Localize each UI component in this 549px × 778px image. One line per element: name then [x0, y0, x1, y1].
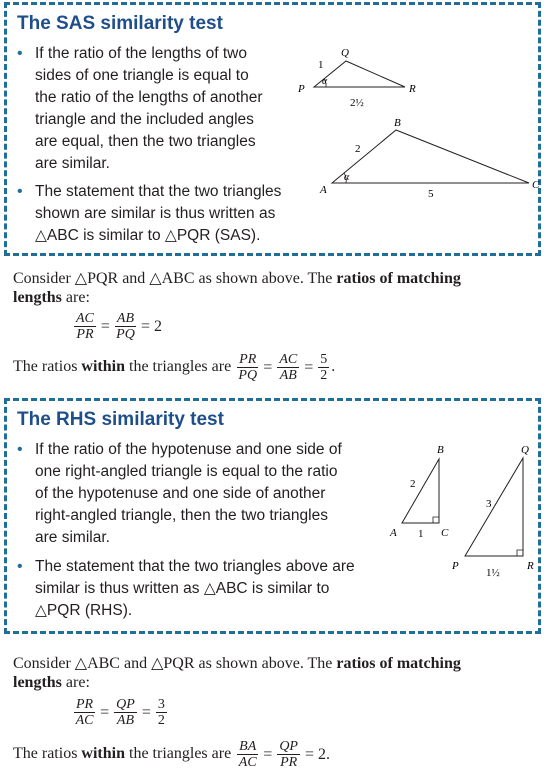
bullet-dot-icon: •: [17, 441, 23, 458]
fraction-numerator: PR: [239, 352, 257, 367]
fraction: [318, 352, 329, 383]
fraction-denominator: PQ: [238, 368, 258, 383]
bullet-dot-icon: •: [17, 183, 23, 200]
fraction: [74, 311, 96, 342]
vertex-a-label: A: [390, 527, 397, 539]
fraction-numerator: QP: [279, 739, 298, 754]
rhs-bullet-1-line: one right-angled triangle is equal to the ratio: [35, 463, 338, 480]
para2-line1-bold: ratios of matching: [336, 655, 461, 672]
vertex-r-label: R: [527, 560, 534, 572]
para2-line1: [13, 653, 461, 673]
vertex-r-label: R: [409, 83, 416, 95]
fraction: [277, 739, 300, 770]
fraction: [74, 697, 95, 728]
vertex-b-label: B: [394, 117, 401, 129]
side-ab-label: 2: [410, 478, 416, 490]
fraction-denominator: 2: [320, 368, 328, 383]
within-text: The ratios: [13, 745, 82, 763]
fraction-denominator: 2: [157, 713, 165, 728]
rhs-bullet-1-line: If the ratio of the hypotenuse and one side of: [35, 441, 342, 458]
sas-title: The SAS similarity test: [17, 13, 223, 34]
rhs-triangles-diagram: [382, 439, 542, 599]
rhs-title: The RHS similarity test: [17, 409, 224, 430]
para2-line2-bold: lengths: [13, 674, 62, 691]
para2-equation: $\frac{PR}{AC}$ = $\frac{QP}{AB}$ = $\frac{3}{2}$: [75, 697, 165, 728]
fraction-numerator: 3: [157, 697, 165, 712]
sas-bullet-1-text: [35, 43, 263, 175]
fraction-numerator: BA: [239, 739, 257, 754]
para1-line2: [13, 289, 90, 307]
para1-line2-bold: lengths: [13, 289, 62, 306]
sas-bullet-2-line: The statement that the two triangles: [35, 183, 282, 200]
fraction: [237, 352, 258, 383]
sas-bullet-1-line: If the ratio of the lengths of two: [35, 45, 247, 62]
para1-line1: [13, 268, 461, 288]
rhs-bullet-2-text: [35, 556, 355, 622]
within-end: .: [331, 358, 336, 376]
sas-bullet-1-line: sides of one triangle is equal to: [35, 67, 249, 84]
para2-line2: [13, 674, 90, 692]
fraction-numerator: QP: [116, 697, 135, 712]
side-ac-label: 1: [418, 528, 424, 540]
fraction-numerator: 5: [320, 352, 328, 367]
triangle-abc: [332, 130, 529, 183]
fraction: [237, 739, 258, 770]
fraction-denominator: PQ: [116, 327, 135, 342]
side-pq-label: 1: [318, 59, 324, 71]
right-angle-marker: [517, 550, 523, 556]
within-bold: within: [81, 358, 125, 376]
para1-equation: $\frac{AC}{PR}$ = $\frac{AB}{PQ}$ = 2: [76, 311, 163, 342]
rhs-bullet-1-line: are similar.: [35, 529, 110, 546]
para2-line1-text: Consider △ABC and △PQR as shown above. The: [13, 655, 337, 672]
sas-triangles-diagram: [292, 40, 542, 205]
within-text: the triangles are: [125, 358, 236, 376]
vertex-a-label: A: [320, 184, 327, 196]
vertex-q-label: Q: [521, 444, 529, 456]
bullet-dot-icon: •: [17, 45, 23, 62]
vertex-p-label: P: [452, 560, 459, 572]
vertex-c-label: C: [441, 527, 449, 539]
triangle-abc: [402, 459, 439, 523]
sas-bullet-2-line: △ABC is similar to △PQR (SAS).: [35, 227, 261, 244]
rhs-bullet-1-text: [35, 439, 342, 549]
side-pq-label: 3: [486, 498, 492, 510]
side-ac-label: 5: [428, 188, 434, 200]
fraction-denominator: PR: [76, 327, 94, 342]
para1-within: The ratios within the triangles are $\frac{PR}{PQ}$ = $\frac{AC}{AB}$ = $\frac{5}{2}$ .: [13, 352, 336, 383]
within-end: = 2.: [304, 745, 331, 763]
side-pr-label: 2½: [350, 97, 364, 109]
para1-line2-text: are:: [61, 289, 90, 306]
fraction-numerator: AB: [116, 311, 135, 326]
sas-bullet-1-line: the ratio of the lengths of another: [35, 89, 263, 106]
sas-box: [4, 2, 541, 256]
equation-result: = 2: [141, 317, 163, 335]
within-bold: within: [81, 745, 125, 763]
fraction-numerator: AC: [279, 352, 298, 367]
angle-alpha-label: α: [322, 76, 328, 87]
fraction-denominator: AB: [116, 713, 135, 728]
para2-line2-text: are:: [61, 674, 90, 691]
para2-within: The ratios within the triangles are $\frac{BA}{AC}$ = $\frac{QP}{PR}$ = 2.: [13, 739, 331, 770]
para1-line1-bold: ratios of matching: [336, 270, 461, 287]
vertex-c-label: C: [532, 179, 540, 191]
side-pr-label: 1½: [486, 567, 500, 579]
within-text: the triangles are: [125, 745, 236, 763]
within-text: The ratios: [13, 358, 82, 376]
vertex-p-label: P: [298, 83, 305, 95]
sas-bullet-1-line: are similar.: [35, 155, 110, 172]
rhs-bullet-2-line: △PQR (RHS).: [35, 602, 133, 619]
triangle-pqr: [314, 61, 405, 87]
sas-bullet-1-line: triangle and the included angles: [35, 111, 254, 128]
sas-bullet-1-line: are equal, then the two triangles: [35, 133, 256, 150]
fraction-numerator: AC: [76, 311, 94, 326]
rhs-bullet-2-line: The statement that the two triangles above are: [35, 558, 355, 575]
fraction-denominator: AB: [279, 368, 297, 383]
angle-alpha-label: α: [344, 172, 350, 183]
vertex-b-label: B: [437, 444, 444, 456]
side-ab-label: 2: [355, 143, 361, 155]
sas-bullet-2-text: [35, 181, 281, 247]
rhs-bullet-1-line: right-angled triangle, then the two triangles: [35, 507, 328, 524]
triangle-pqr: [465, 458, 523, 556]
right-angle-marker: [433, 517, 439, 523]
rhs-box: [4, 398, 541, 634]
fraction-numerator: PR: [76, 697, 94, 712]
fraction: [156, 697, 167, 728]
fraction-denominator: AC: [75, 713, 94, 728]
fraction: [115, 311, 136, 342]
sas-bullet-2-line: shown are similar is thus written as: [35, 205, 276, 222]
bullet-dot-icon: •: [17, 558, 23, 575]
fraction-denominator: AC: [238, 755, 257, 770]
vertex-q-label: Q: [341, 47, 349, 59]
fraction: [277, 352, 299, 383]
para1-line1-text: Consider △PQR and △ABC as shown above. The: [13, 270, 337, 287]
rhs-bullet-2-line: similar is thus written as △ABC is similar to: [35, 580, 330, 597]
fraction: [114, 697, 137, 728]
rhs-bullet-1-line: of the hypotenuse and one side of another: [35, 485, 326, 502]
fraction-denominator: PR: [280, 755, 298, 770]
